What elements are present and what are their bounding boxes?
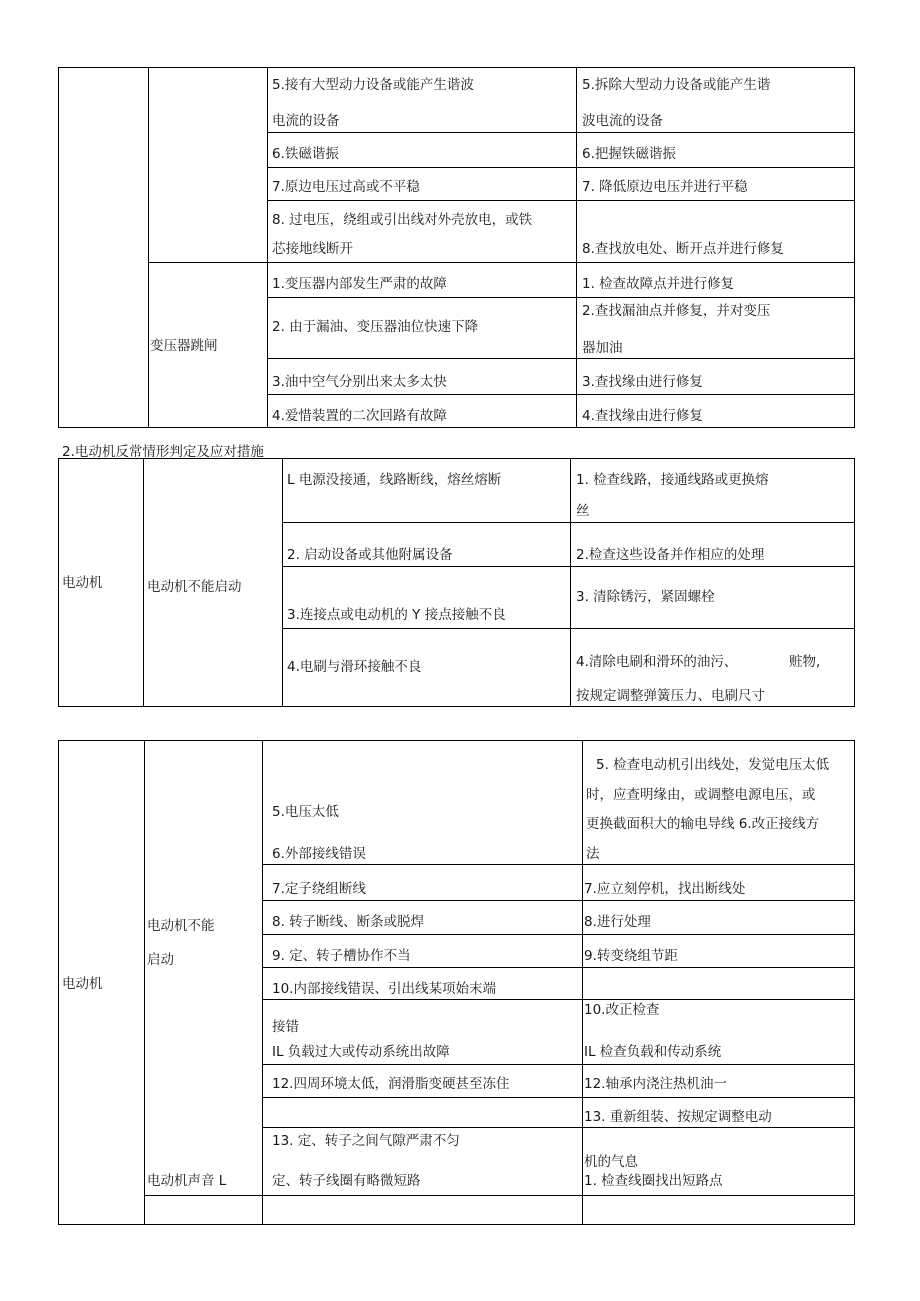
symptom-cell: 电动机不能启动 [147,579,242,595]
table3-col-divider [582,740,583,1225]
table1-row-divider [148,262,855,263]
cause-cell: 8. 过电压，绕组或引出线对外壳放电，或铁 [272,212,533,228]
cause-cell: 9. 定、转子槽协作不当 [272,948,411,964]
cause-cell: L 电源没接通，线路断线，熔丝熔断 [287,472,502,488]
table3-row-divider [262,1127,855,1128]
cause-cell: 6.铁磁谐振 [272,146,339,162]
cause-cell: 8. 转子断线、断条或脱焊 [272,914,425,930]
table2-col-divider [143,458,144,707]
solution-cell: 7. 降低原边电压并进行平稳 [582,179,748,195]
cause-cell: 4.爱惜装置的二次回路有故障 [272,408,447,424]
cause-cell: 12.四周环境太低，润滑脂变硬甚至冻住 [272,1076,510,1092]
table3-row-divider [262,1064,855,1065]
solution-cell: 13. 重新组装、按规定调整电动 [584,1109,772,1125]
cause-cell: 10.内部接线错误、引出线某项始末端 [272,981,496,997]
solution-cell: 1. 检查线路，接通线路或更换熔 [576,472,769,488]
cause-cell: 3.油中空气分别出来太多太快 [272,374,447,390]
cause-cell: 2. 由于漏油、变压器油位快速下降 [272,319,479,335]
solution-cell: 12.轴承内浇注热机油一 [584,1076,727,1092]
cause-cell: 芯接地线断开 [272,241,353,257]
symptom-cell: 启动 [147,952,174,968]
table2-row-divider [282,628,855,629]
solution-cell: 10.改正检查 [584,1002,660,1018]
symptom-cell: 变压器跳闸 [150,338,218,354]
solution-cell: 丝 [576,503,590,519]
symptom-cell: 电动机不能 [147,918,215,934]
solution-cell: 赃物, [789,654,821,670]
table1-row-divider [267,394,855,395]
solution-cell: 5. 检查电动机引出线处，发觉电压太低 [596,757,830,773]
solution-cell: 9.转变绕组节距 [584,948,678,964]
table1-col-divider [267,67,268,428]
cause-cell: 5.电压太低 [272,804,339,820]
section-heading: 2.电动机反常情形判定及应对措施 [62,444,264,460]
table1-row-divider [267,167,855,168]
cause-cell: 2. 启动设备或其他附属设备 [287,547,453,563]
cause-cell: 3.连接点或电动机的 Y 接点接触不良 [287,607,506,623]
solution-cell: 2.查找漏油点并修复，并对变压 [582,303,771,319]
table3-col-divider [144,740,145,1225]
table3-row-divider [262,999,855,1000]
table3-col-divider [262,740,263,1225]
equipment-cell: 电动机 [62,976,103,992]
solution-cell: 更换截面积大的输电导线 6.改正接线方 [586,816,820,832]
cause-cell: IL 负载过大或传动系统出故障 [272,1044,450,1060]
solution-cell: 8.进行处理 [584,914,651,930]
solution-cell: 1. 检查故障点并进行修复 [582,276,735,292]
cause-cell: 13. 定、转子之间气隙严肃不匀 [272,1133,460,1149]
table1-row-divider [267,358,855,359]
solution-cell: 法 [586,846,600,862]
table3-row-divider [144,1195,855,1196]
solution-cell: 机的气息 [584,1154,638,1170]
cause-cell: 定、转子线圈有略微短路 [272,1173,421,1189]
table1-row-divider [267,132,855,133]
solution-cell: 3. 清除锈污，紧固螺栓 [576,589,715,605]
cause-cell: 电流的设备 [272,113,340,129]
table2-row-divider [282,522,855,523]
solution-cell: 器加油 [582,340,623,356]
cause-cell: 4.电刷与滑环接触不良 [287,659,422,675]
cause-cell: 接错 [272,1019,299,1035]
cause-cell: 5.接有大型动力设备或能产生谐波 [272,77,474,93]
table3-row-divider [262,934,855,935]
table3-row-divider [262,967,855,968]
solution-cell: 4.清除电刷和滑环的油污、 [576,654,738,670]
cause-cell: 7.定子绕组断线 [272,881,366,897]
solution-cell: 5.拆除大型动力设备或能产生谐 [582,77,771,93]
solution-cell: 时，应查明缘由，或调整电源电压，或 [586,787,816,803]
table2-col-divider [570,458,571,707]
cause-cell: 7.原边电压过高或不平稳 [272,179,420,195]
table3-row-divider [262,864,855,865]
solution-cell: 3.查找缘由进行修复 [582,374,703,390]
cause-cell: 6.外部接线错误 [272,846,366,862]
table1-row-divider [267,200,855,201]
solution-cell: 1. 检查线圈找出短路点 [584,1173,723,1189]
solution-cell: 8.查找放电处、断开点并进行修复 [582,241,784,257]
table1-col-divider [576,67,577,428]
solution-cell: 2.检查这些设备并作相应的处理 [576,547,765,563]
solution-cell: IL 检查负载和传动系统 [584,1044,722,1060]
solution-cell: 4.查找缘由进行修复 [582,408,703,424]
table1-row-divider [267,297,855,298]
solution-cell: 按规定调整弹簧压力、电刷尺寸 [576,688,765,704]
symptom-cell: 电动机声音 L [147,1173,227,1189]
table3-row-divider [262,900,855,901]
solution-cell: 波电流的设备 [582,113,663,129]
solution-cell: 7.应立刻停机，找出断线处 [584,881,746,897]
table2-row-divider [282,566,855,567]
equipment-cell: 电动机 [62,575,103,591]
table1-col-divider [148,67,149,428]
solution-cell: 6.把握铁磁谐振 [582,146,676,162]
table2-col-divider [282,458,283,707]
table3-row-divider [262,1097,855,1098]
cause-cell: 1.变压器内部发生严肃的故障 [272,276,447,292]
